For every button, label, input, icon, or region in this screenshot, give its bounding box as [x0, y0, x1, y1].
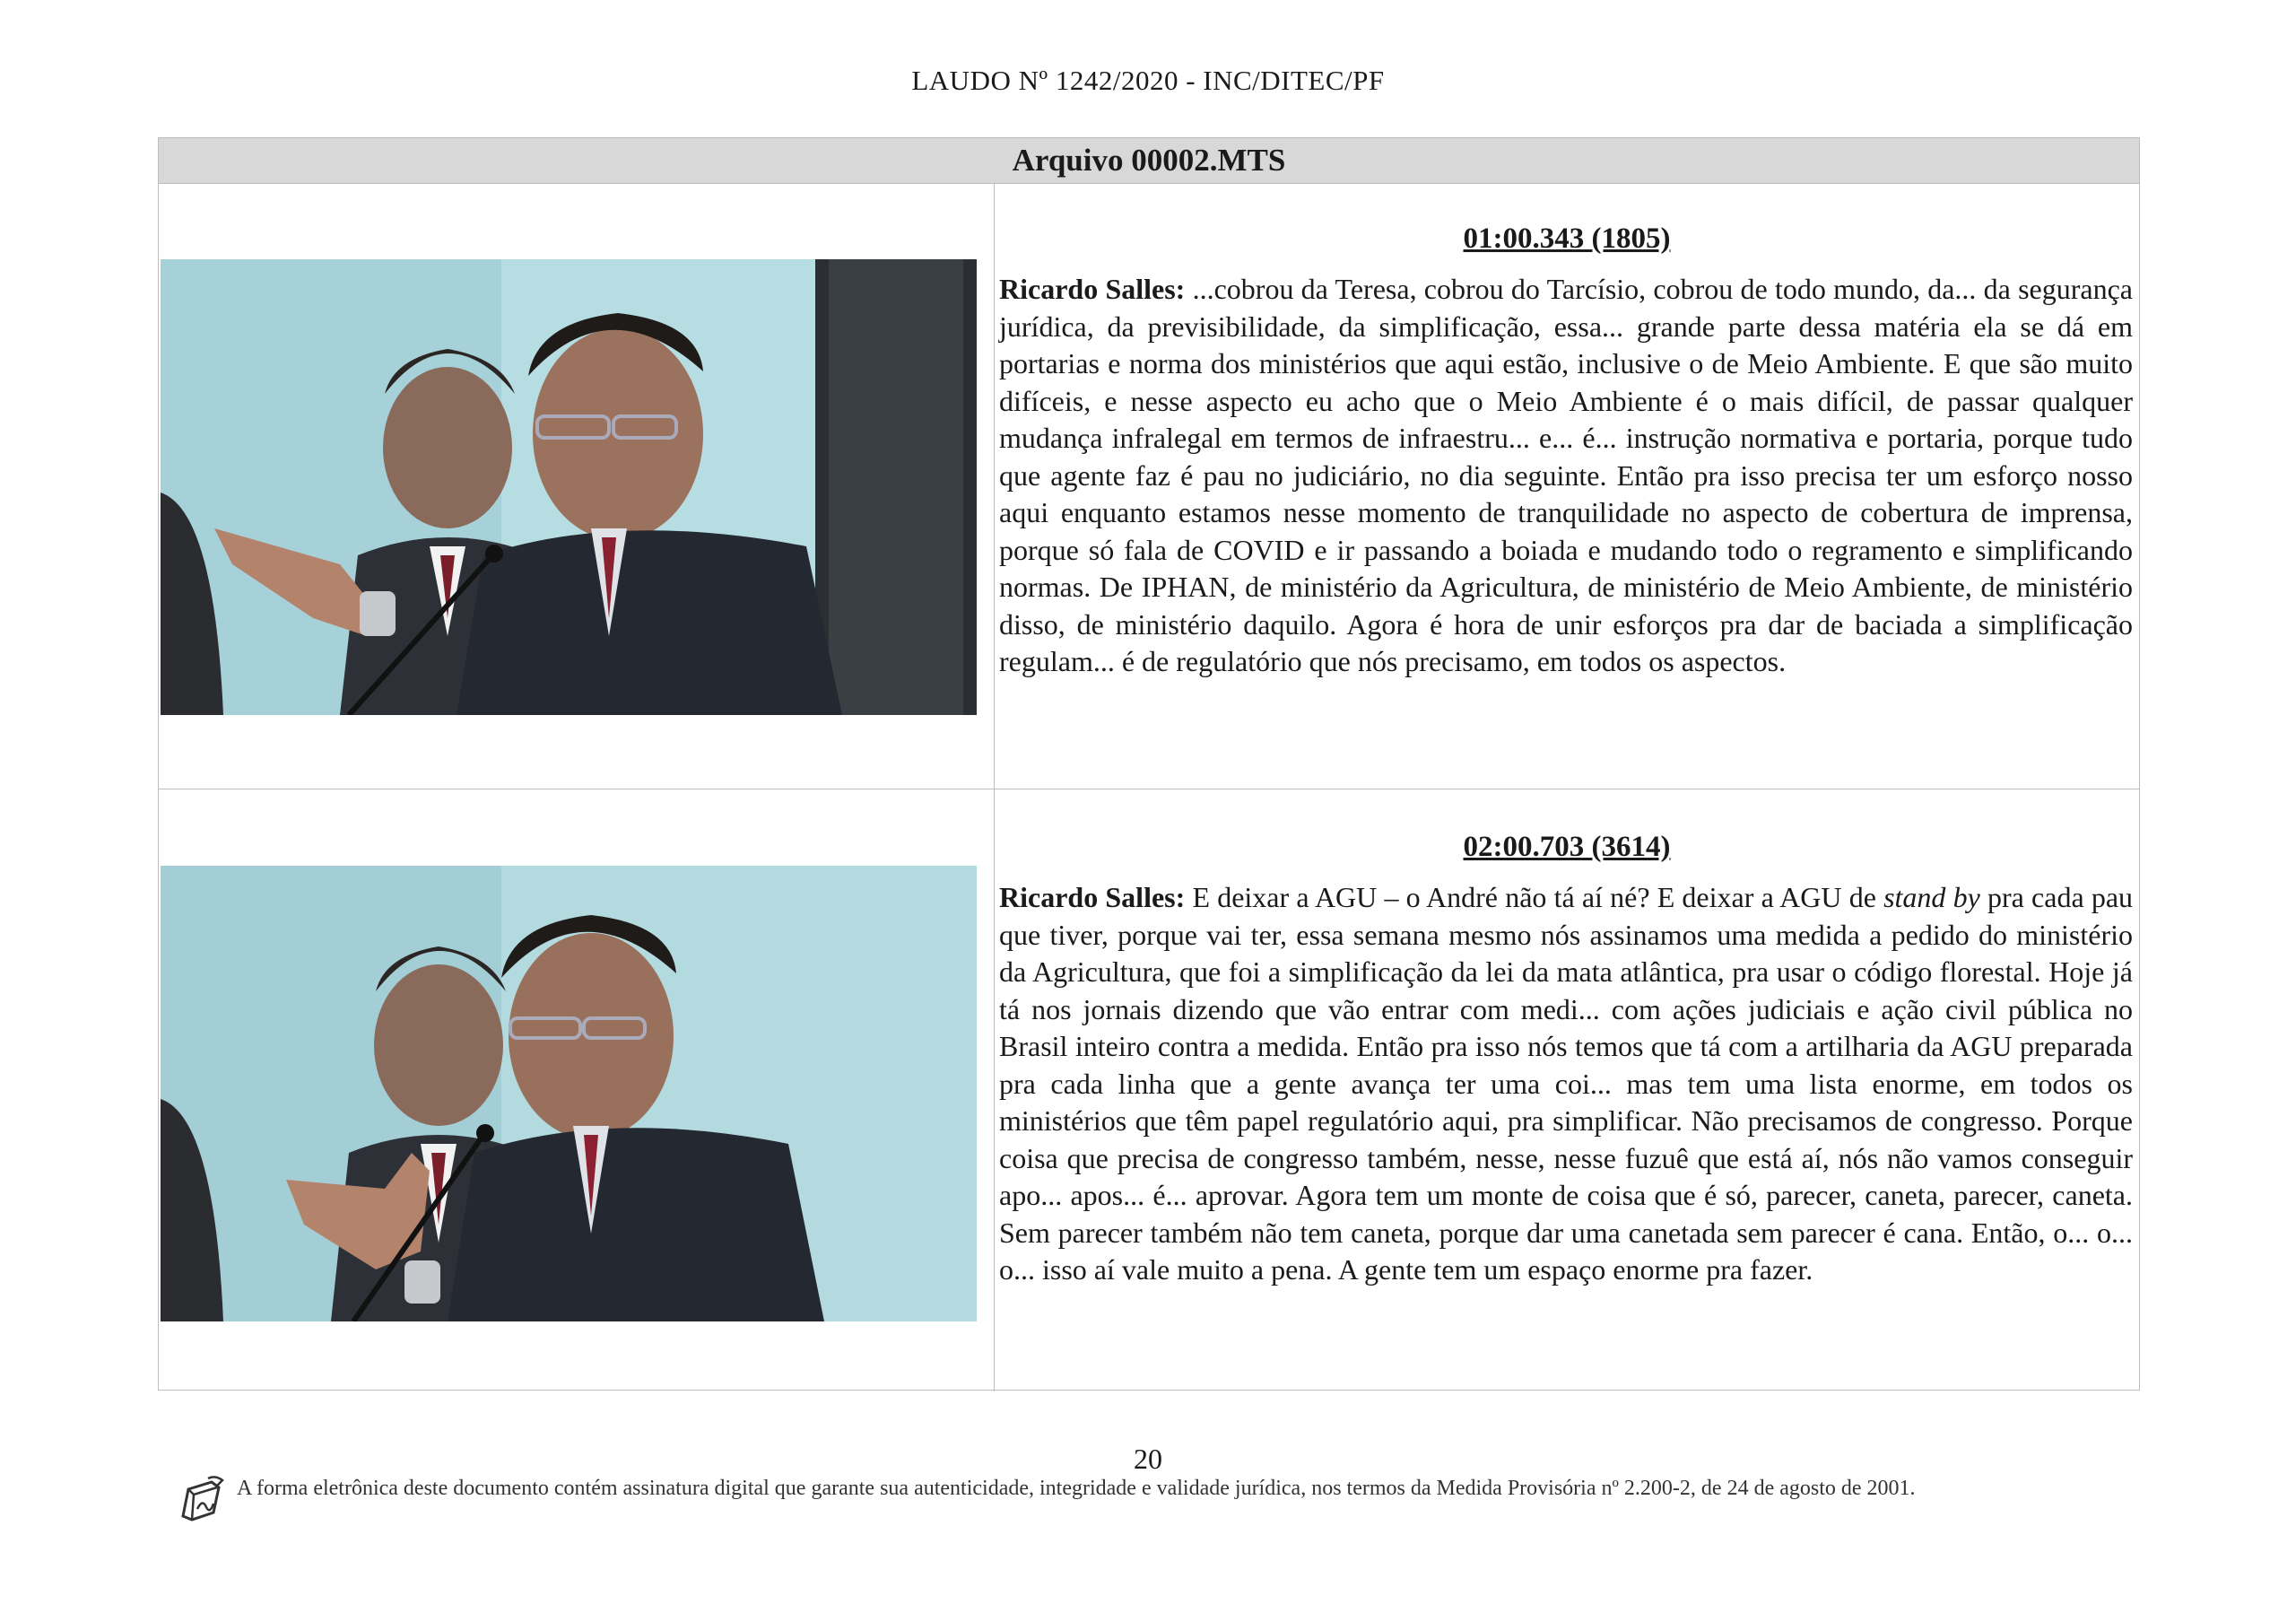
- transcript-paragraph: [999, 271, 2133, 681]
- transcript-paragraph: [999, 879, 2133, 1289]
- transcript-cell: [999, 789, 2135, 1391]
- timestamp: 02:00.703 (3614): [1463, 831, 1671, 863]
- transcript-row: [159, 789, 2139, 1391]
- signature-notice: A forma eletrônica deste documento contém assinatura digital que garante sua autenticidade, integridade e validade jurídica, nos termos da Medida Provisória nº 2.200-2, de 24 de agosto de 2001.: [237, 1477, 1916, 1500]
- digital-signature-icon: [176, 1473, 230, 1527]
- transcript-cell: [999, 183, 2135, 789]
- transcript-row: [159, 183, 2139, 789]
- video-frame-2: [161, 866, 977, 1321]
- transcript-text: pra cada pau que tiver, porque vai ter, essa semana mesmo nós assinamos uma medida a pedido do ministério da Agricultura, que foi a simplificação da lei da mata atlântica, pra usar o código florestal. Hoje já tá nos jornais dizendo que vão entrar com medi... com ações judiciais e ação civil pública no Brasil inteiro contra a medida. Então pra isso nós temos que tá com a artilharia da AGU preparada pra cada linha que a gente avança ter uma coi... mas tem uma lista enorme, em todos os ministérios que têm papel regulatório aqui, pra simplificar. Não precisamos de congresso. Porque coisa que precisa de congresso também, nesse, nesse fuzuê que está aí, nós não vamos conseguir apo... apos... é... aprovar. Agora tem um monte de coisa que é só, parecer, caneta, parecer, caneta. Sem parecer também não tem caneta, porque dar uma canetada sem parecer é cana. Então, o... o... o... isso aí vale muito a pena. A gente tem um espaço enorme pra fazer.: [999, 881, 2134, 1286]
- file-title: Arquivo 00002.MTS: [159, 138, 2139, 184]
- video-frame-cell: [159, 789, 995, 1391]
- transcript-table: [158, 137, 2140, 1391]
- transcript-italic-text: stand by: [1883, 881, 1980, 913]
- page-number: 20: [1134, 1443, 1162, 1475]
- speaker-name: Ricardo Salles:: [999, 881, 1186, 913]
- speaker-name: Ricardo Salles:: [999, 273, 1186, 305]
- video-frame-1: [161, 259, 977, 715]
- timestamp: 01:00.343 (1805): [1463, 222, 1671, 255]
- transcript-text: ...cobrou da Teresa, cobrou do Tarcísio, cobrou de todo mundo, da... da segurança jurídica, da previsibilidade, da simplificação, essa... grande parte dessa matéria ela se dá em portarias e norma dos ministérios que aqui estão, inclusive o de Meio Ambiente. E que são muito difíceis, e nesse aspecto eu acho que o Meio Ambiente é o mais difícil, de passar qualquer mudança infralegal em termos de infraestru... e... é... instrução normativa e portaria, porque tudo que agente faz é pau no judiciário, no dia seguinte. Então pra isso precisa ter um esforço nosso aqui enquanto estamos nesse momento de tranquilidade no aspecto de cobertura de imprensa, porque só fala de COVID e ir passando a boiada e mudando todo o regramento e simplificando normas. De IPHAN, de ministério da Agricultura, de ministério de Meio Ambiente, de ministério disso, de ministério daquilo. Agora é hora de unir esforços pra dar de baciada a simplificação regulam... é de regulatório que nós precisamo, em todos os aspectos.: [999, 273, 2134, 677]
- video-frame-cell: [159, 183, 995, 789]
- report-header: LAUDO Nº 1242/2020 - INC/DITEC/PF: [911, 65, 1385, 96]
- transcript-text: E deixar a AGU – o André não tá aí né? E deixar a AGU de: [1185, 881, 1884, 913]
